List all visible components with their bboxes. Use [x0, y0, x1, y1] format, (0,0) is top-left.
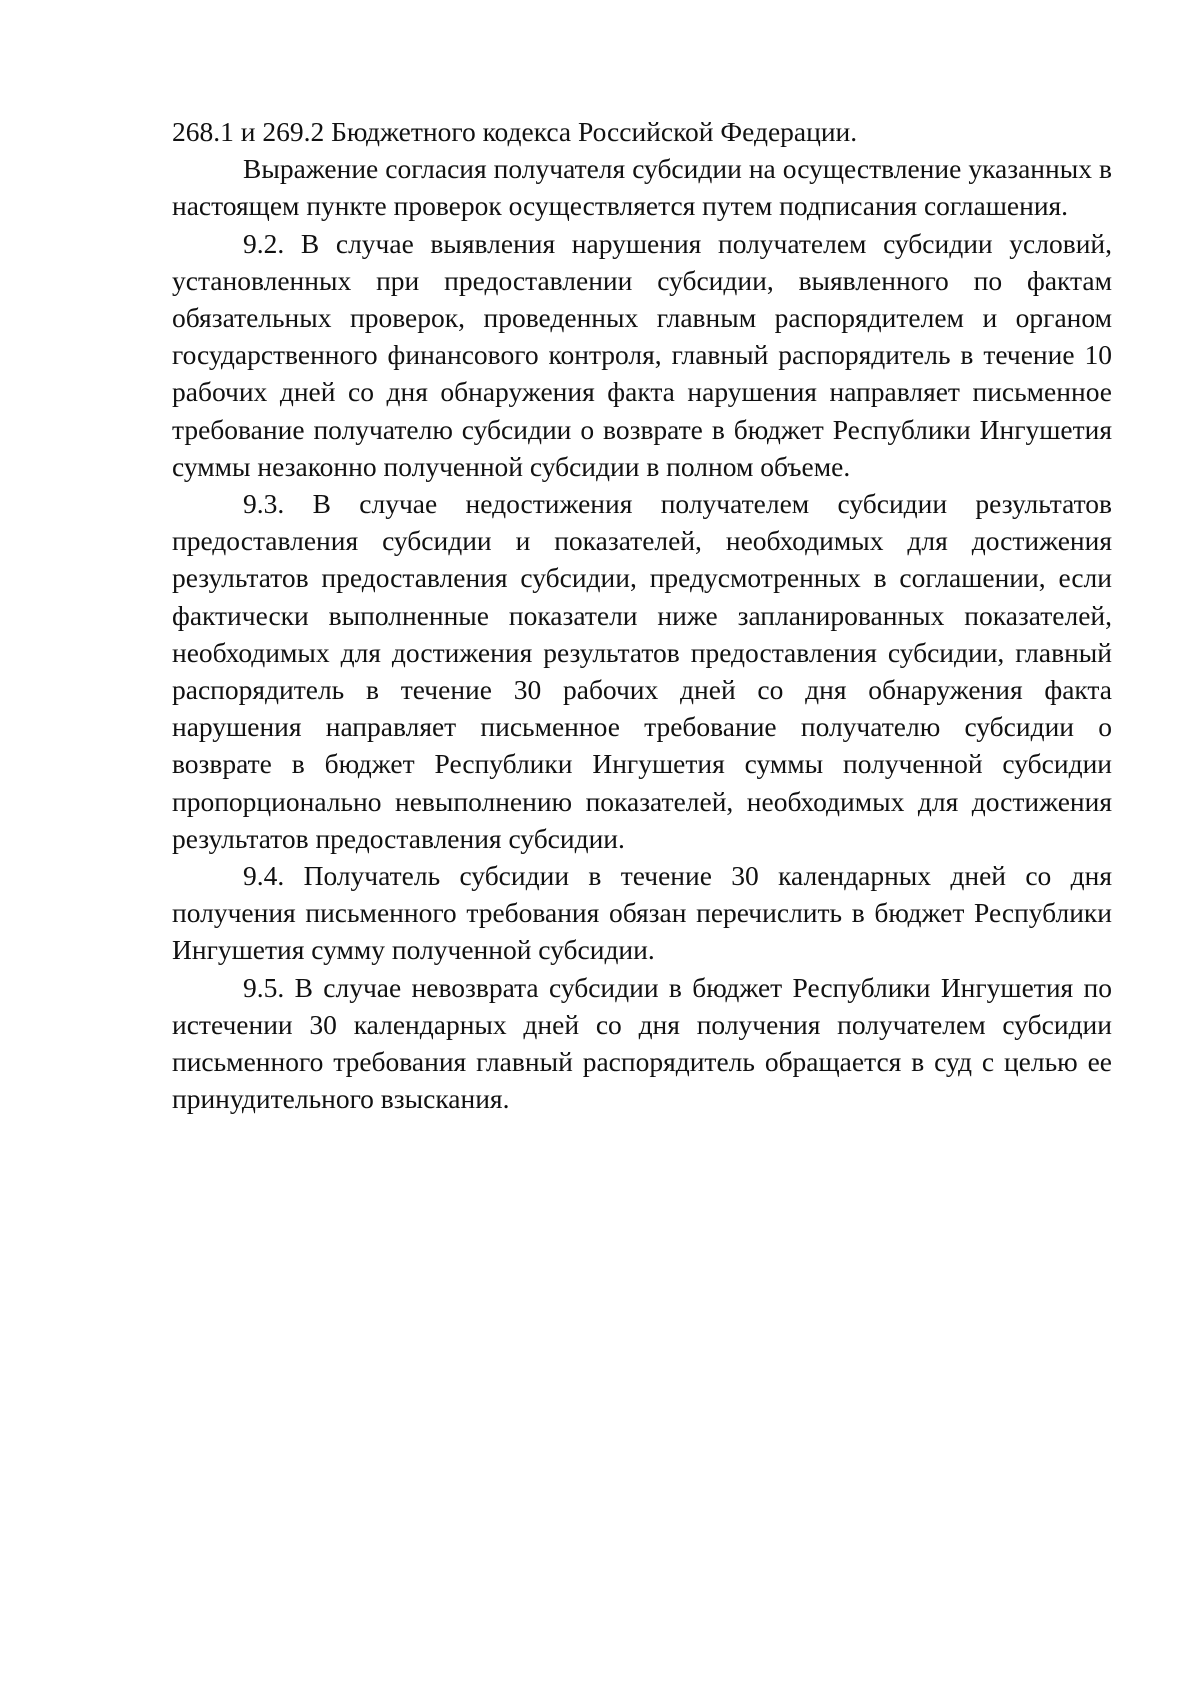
paragraph-clause-9-3: 9.3. В случае недостижения получателем субсидии результатов предоставления субсидии и показателей, необходимых для достижения результатов предоставления субсидии, предусмотренных в соглашении, если фактически выполненные показатели ниже запланированных показателей, необходимых для достижения результатов предоставления субсидии, главный распорядитель в течение 30 рабочих дней со дня обнаружения факта нарушения направляет письменное требование получателю субсидии о возврате в бюджет Республики Ингушетия суммы полученной субсидии пропорционально невыполнению показателей, необходимых для достижения результатов предоставления субсидии.	[172, 488, 1112, 854]
document-body	[172, 113, 1112, 1117]
paragraph-clause-9-5: 9.5. В случае невозврата субсидии в бюджет Республики Ингушетия по истечении 30 календарных дней со дня получения получателем субсидии письменного требования главный распорядитель обращается в суд с целью ее принудительного взыскания.	[172, 971, 1112, 1115]
paragraph-clause-9-4: 9.4. Получатель субсидии в течение 30 календарных дней со дня получения письменного требования обязан перечислить в бюджет Республики Ингушетия сумму полученной субсидии.	[172, 860, 1112, 966]
paragraph-continuation: 268.1 и 269.2 Бюджетного кодекса Российской Федерации.	[172, 116, 858, 147]
paragraph-clause-9-2: 9.2. В случае выявления нарушения получателем субсидии условий, установленных при предоставлении субсидии, выявленного по фактам обязательных проверок, проведенных главным распорядителем и органом государственного финансового контроля, главный распорядитель в течение 10 рабочих дней со дня обнаружения факта нарушения направляет письменное требование получателю субсидии о возврате в бюджет Республики Ингушетия суммы незаконно полученной субсидии в полном объеме.	[172, 227, 1112, 482]
paragraph-consent: Выражение согласия получателя субсидии на осуществление указанных в настоящем пункте проверок осуществляется путем подписания соглашения.	[172, 153, 1112, 222]
